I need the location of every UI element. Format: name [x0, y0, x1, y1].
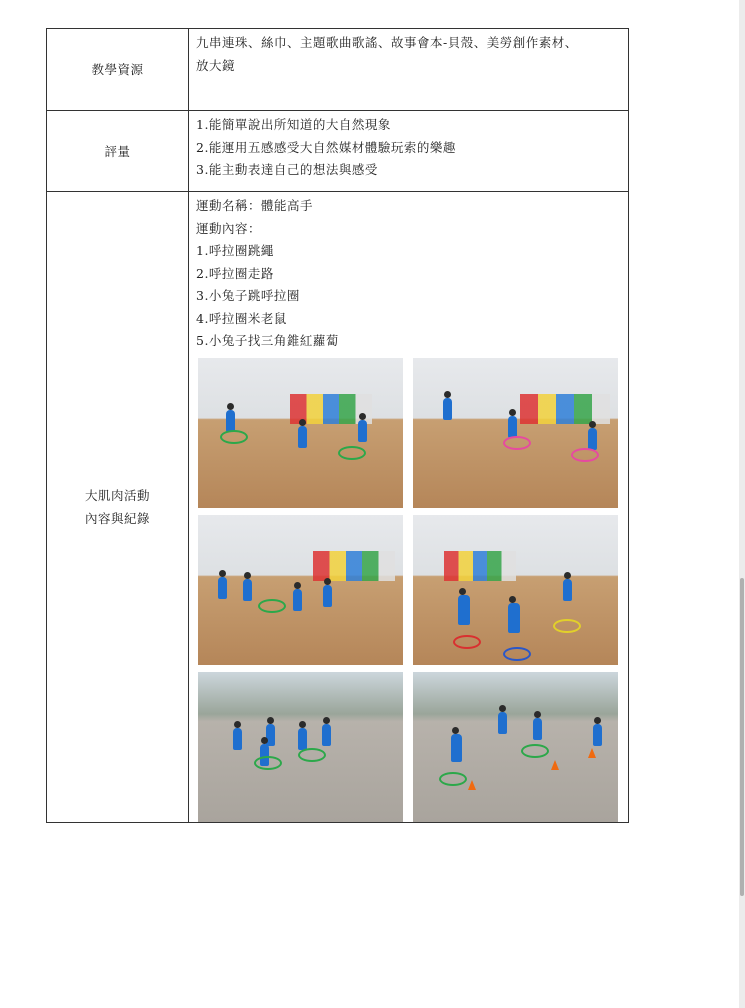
activity-photo-hula-hoop-walk [413, 358, 618, 508]
label-cell-assessment [47, 111, 189, 192]
content-cell-resources [189, 29, 629, 111]
scrollbar[interactable] [740, 578, 744, 896]
content-line: 放大鏡 [196, 57, 236, 73]
activity-photo-hoop-mickey-mouse [413, 515, 618, 665]
content-line: 3.能主動表達自己的想法與感受 [196, 162, 378, 177]
activity-content-heading: 運動內容： [196, 220, 262, 236]
activity-item: 2.呼拉圈走路 [196, 265, 274, 281]
content-cell-gross-motor [189, 192, 629, 823]
activity-item: 5.小兔子找三角錐紅蘿蔔 [196, 333, 339, 348]
content-line: 九串連珠、絲巾、主題歌曲歌謠、故事會本-貝殼、美勞創作素材、 [196, 35, 578, 50]
activity-item: 1.呼拉圈跳繩 [196, 243, 274, 258]
lesson-record-table [46, 28, 629, 823]
content-line: 2.能運用五感感受大自然媒材體驗玩索的樂趣 [196, 139, 456, 155]
activity-name: 運動名稱：體能高手 [196, 198, 314, 213]
label-cell-gross-motor [47, 192, 189, 823]
activity-photo-bunny-hoop-jump [198, 515, 403, 665]
row-label: 內容與紀錄 [84, 510, 150, 526]
row-label: 大肌肉活動 [84, 487, 150, 503]
table-row [47, 192, 629, 823]
table-row [47, 111, 629, 192]
content-line: 1.能簡單說出所知道的大自然現象 [196, 117, 391, 132]
row-label: 評量 [104, 143, 131, 159]
activity-item: 4.呼拉圈米老鼠 [196, 310, 287, 326]
activity-photo-cone-carrots [413, 672, 618, 822]
activity-item: 3.小兔子跳呼拉圈 [196, 288, 300, 303]
row-label: 教學資源 [91, 62, 144, 77]
activity-photo-outdoor-hoops [198, 672, 403, 822]
content-cell-assessment [189, 111, 629, 192]
photo-grid [198, 358, 628, 822]
table-row [47, 29, 629, 111]
activity-photo-hula-hoop-jump-rope [198, 358, 403, 508]
label-cell-resources [47, 29, 189, 111]
